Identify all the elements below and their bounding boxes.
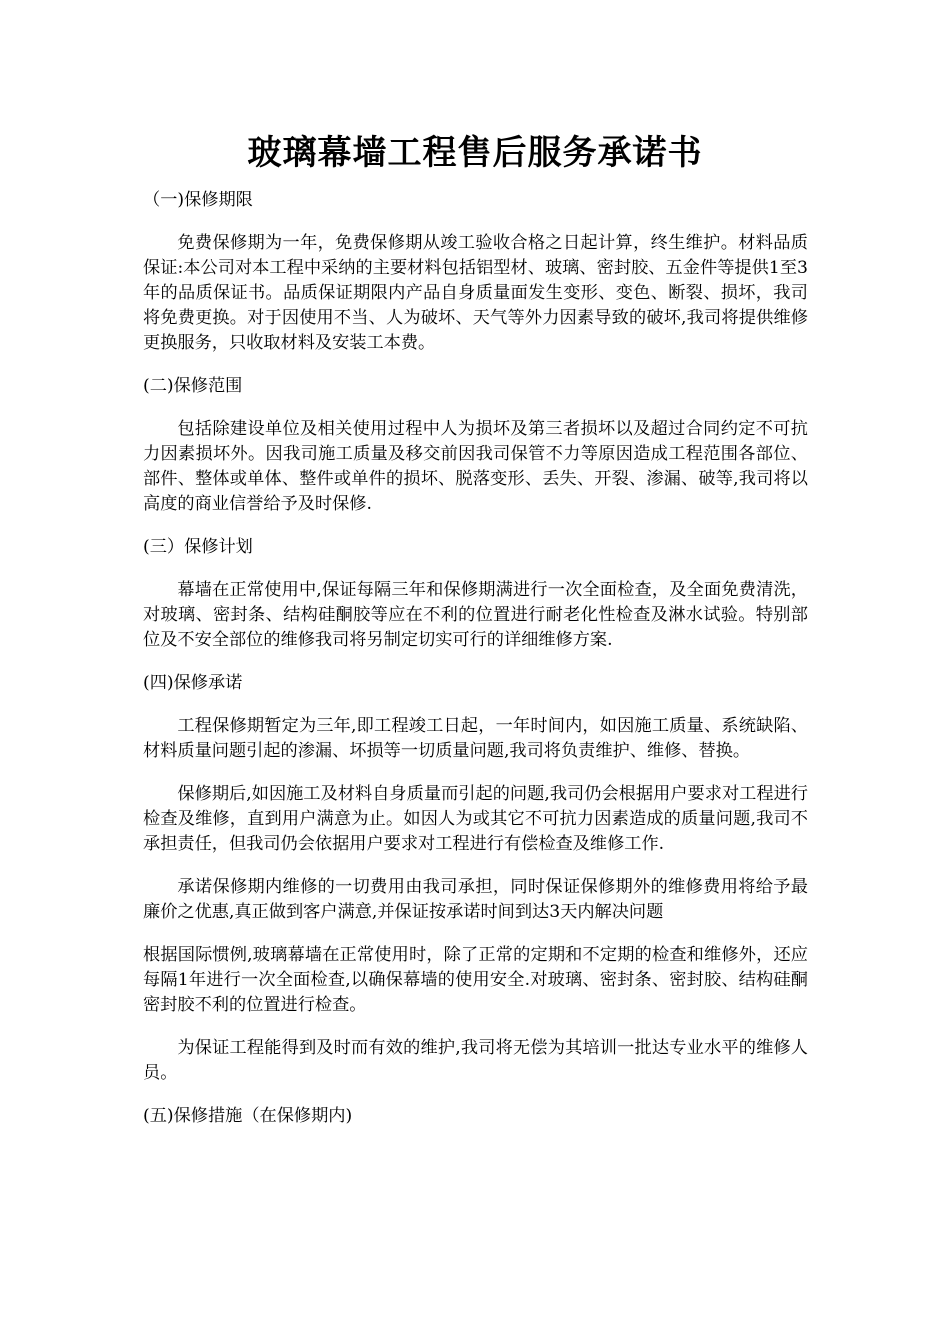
paragraph-commitment-5: 为保证工程能得到及时而有效的维护,我司将无偿为其培训一批达专业水平的维修人员。 [143, 1038, 808, 1083]
paragraph-warranty-plan: 幕墙在正常使用中,保证每隔三年和保修期满进行一次全面检查，及全面免费清洗，对玻璃、密封条、结构硅酮胶等应在不利的位置进行耐老化性检查及淋水试验。特别部位及不安全部位的维修我司将另制定切实可行的详细维修方案. [143, 580, 808, 650]
section-heading-warranty-plan: (三）保修计划 [143, 537, 253, 557]
section-heading-warranty-measures: (五)保修措施（在保修期内) [143, 1106, 353, 1126]
section-heading-warranty-scope: (二)保修范围 [143, 376, 243, 396]
paragraph-commitment-3: 承诺保修期内维修的一切费用由我司承担，同时保证保修期外的维修费用将给予最廉价之优惠,真正做到客户满意,并保证按承诺时间到达3天内解决问题 [143, 877, 808, 922]
section-heading-warranty-period: （一)保修期限 [143, 190, 253, 210]
document-body [143, 188, 808, 1147]
section-heading-warranty-commitment: (四)保修承诺 [143, 673, 243, 693]
paragraph-commitment-4: 根据国际惯例,玻璃幕墙在正常使用时，除了正常的定期和不定期的检查和维修外，还应每隔1年进行一次全面检查,以确保幕墙的使用安全.对玻璃、密封条、密封胶、结构硅酮密封胶不利的位置进行检查。 [143, 945, 808, 1015]
document-title: 玻璃幕墙工程售后服务承诺书 [247, 133, 703, 173]
paragraph-warranty-period: 免费保修期为一年，免费保修期从竣工验收合格之日起计算，终生维护。材料品质保证:本公司对本工程中采纳的主要材料包括铝型材、玻璃、密封胶、五金件等提供1至3年的品质保证书。品质保证期限内产品自身质量面发生变形、变色、断裂、损坏，我司将免费更换。对于因使用不当、人为破坏、天气等外力因素导致的破坏,我司将提供维修更换服务，只收取材料及安装工本费。 [143, 233, 808, 353]
paragraph-commitment-1: 工程保修期暂定为三年,即工程竣工日起，一年时间内，如因施工质量、系统缺陷、材料质量问题引起的渗漏、坏损等一切质量问题,我司将负责维护、维修、替换。 [143, 716, 808, 761]
paragraph-warranty-scope: 包括除建设单位及相关使用过程中人为损坏及第三者损坏以及超过合同约定不可抗力因素损坏外。因我司施工质量及移交前因我司保管不力等原因造成工程范围各部位、部件、整体或单体、整件或单件的损坏、脱落变形、丢失、开裂、渗漏、破等,我司将以高度的商业信誉给予及时保修. [143, 419, 808, 514]
paragraph-commitment-2: 保修期后,如因施工及材料自身质量而引起的问题,我司仍会根据用户要求对工程进行检查及维修，直到用户满意为止。如因人为或其它不可抗力因素造成的质量问题,我司不承担责任，但我司仍会依据用户要求对工程进行有偿检查及维修工作. [143, 784, 808, 854]
